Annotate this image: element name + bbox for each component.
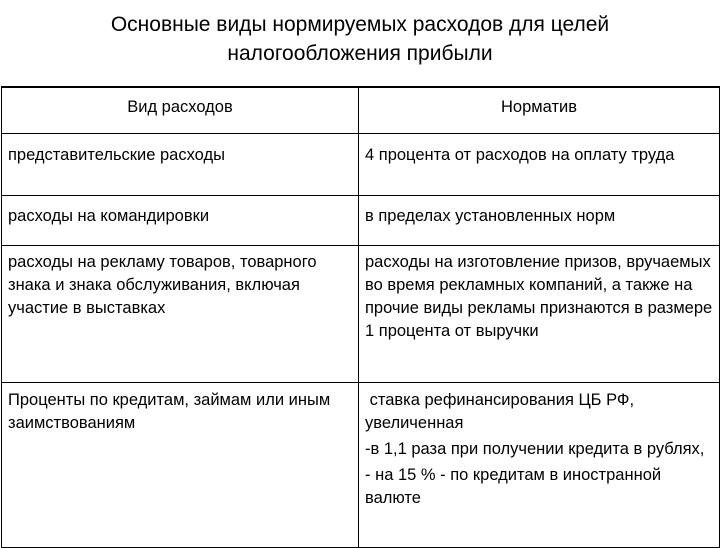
norm-cell: 4 процента от расходов на оплату труда <box>359 133 720 195</box>
title-line-1: Основные виды нормируемых расходов для целей <box>110 13 610 36</box>
expense-type-cell: Проценты по кредитам, займам или иным заимствованиям <box>2 382 359 547</box>
title-line-2: налогообложения прибыли <box>227 42 493 65</box>
table-row <box>2 195 720 245</box>
table-row <box>2 382 720 547</box>
page-title <box>0 10 720 68</box>
norm-cell: расходы на изготовление призов, вручаемых во время рекламных компаний, а также на прочие виды рекламы признаются в размере 1 процента от выручки <box>359 245 720 382</box>
table-row <box>2 245 720 382</box>
norm-line: -в 1,1 раза при получении кредита в рублях, <box>365 439 705 458</box>
norm-cell: в пределах установленных норм <box>359 195 720 245</box>
expense-type-cell: расходы на командировки <box>2 195 359 245</box>
norm-cell <box>359 382 720 547</box>
expense-type-cell: представительские расходы <box>2 133 359 195</box>
table-header-row <box>2 87 720 133</box>
expense-norms-table <box>1 86 720 548</box>
norm-line: - на 15 % - по кредитам в иностранной валюте <box>365 465 662 507</box>
norm-line: ставка рефинансирования ЦБ РФ, увеличенная <box>365 390 639 432</box>
table-row <box>2 133 720 195</box>
header-norm: Норматив <box>359 87 720 133</box>
expense-type-cell: расходы на рекламу товаров, товарного знака и знака обслуживания, включая участие в выставках <box>2 245 359 382</box>
header-expense-type: Вид расходов <box>2 87 359 133</box>
